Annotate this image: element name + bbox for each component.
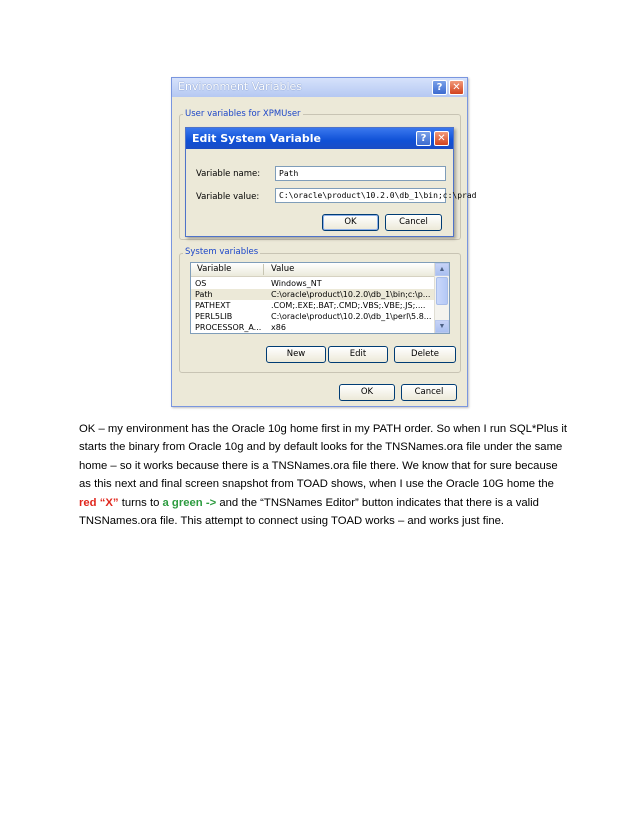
user-variables-label: User variables for XPMUser <box>185 109 301 119</box>
table-row[interactable] <box>191 300 436 311</box>
variable-cell: PERL5LIB <box>195 312 233 321</box>
variable-cell: Path <box>195 290 213 299</box>
edit-ok-button[interactable]: OK <box>322 214 379 231</box>
env-window-title: Environment Variables <box>178 80 303 93</box>
value-cell: C:\oracle\product\10.2.0\db_1\perl\5.8... <box>271 312 432 321</box>
scrollbar-thumb[interactable] <box>436 277 448 305</box>
help-icon[interactable]: ? <box>416 131 431 146</box>
edit-system-variable-dialog <box>185 127 477 237</box>
table-row[interactable] <box>191 322 436 333</box>
variable-name-label: Variable name: <box>196 169 261 179</box>
paragraph-text-2: turns to <box>118 496 163 509</box>
variable-name-field[interactable]: Path <box>275 166 446 181</box>
body-paragraph <box>79 420 569 530</box>
value-cell: Windows_NT <box>271 279 322 288</box>
scroll-up-icon[interactable]: ▲ <box>435 263 449 276</box>
variable-cell: OS <box>195 279 207 288</box>
table-row[interactable] <box>191 278 436 289</box>
variable-cell: PATHEXT <box>195 301 231 310</box>
help-icon[interactable]: ? <box>432 80 447 95</box>
paragraph-text-1: OK – my environment has the Oracle 10g home first in my PATH order. So when I run SQL*Plus it starts the binary from Oracle 10g and by default looks for the TNSNames.ora file under the same home – so it works because there is a TNSNames.ora file there. We know that for sure because as this next and final screen snapshot from TOAD shows, when I use the Oracle 10G home the <box>79 423 568 491</box>
column-divider[interactable] <box>263 264 264 275</box>
variable-value-field[interactable]: C:\oracle\product\10.2.0\db_1\bin;c:\prad <box>275 188 446 203</box>
system-variables-label: System variables <box>185 247 259 257</box>
vertical-scrollbar[interactable] <box>434 263 449 333</box>
table-row-selected[interactable] <box>191 289 436 300</box>
scroll-down-icon[interactable]: ▼ <box>435 320 449 333</box>
paragraph-text-3: and the “TNSNames Editor” button indicates that there is a valid TNSNames.ora file. This attempt to connect using TOAD works – and works just fine. <box>79 496 539 528</box>
list-header <box>191 263 436 277</box>
edit-button[interactable]: Edit <box>328 346 388 363</box>
value-cell: C:\oracle\product\10.2.0\db_1\bin;c:\p... <box>271 290 431 299</box>
edit-titlebar[interactable] <box>186 128 453 149</box>
red-x-text: red “X” <box>79 496 119 509</box>
close-icon[interactable]: ✕ <box>449 80 464 95</box>
edit-cancel-button[interactable]: Cancel <box>385 214 442 231</box>
table-row[interactable] <box>191 311 436 322</box>
env-titlebar[interactable] <box>172 78 467 97</box>
env-cancel-button[interactable]: Cancel <box>401 384 457 401</box>
system-variables-list[interactable] <box>190 262 450 334</box>
value-cell: x86 <box>271 323 286 332</box>
variable-cell: PROCESSOR_A... <box>195 323 262 332</box>
new-button[interactable]: New <box>266 346 326 363</box>
edit-dialog-title: Edit System Variable <box>192 132 321 145</box>
variable-value-label: Variable value: <box>196 192 260 202</box>
green-arrow-text: a green -> <box>162 496 217 509</box>
close-icon[interactable]: ✕ <box>434 131 449 146</box>
column-header-value[interactable]: Value <box>271 264 295 274</box>
column-header-variable[interactable]: Variable <box>197 264 232 274</box>
value-cell: .COM;.EXE;.BAT;.CMD;.VBS;.VBE;.JS;.... <box>271 301 426 310</box>
env-ok-button[interactable]: OK <box>339 384 395 401</box>
delete-button[interactable]: Delete <box>394 346 456 363</box>
